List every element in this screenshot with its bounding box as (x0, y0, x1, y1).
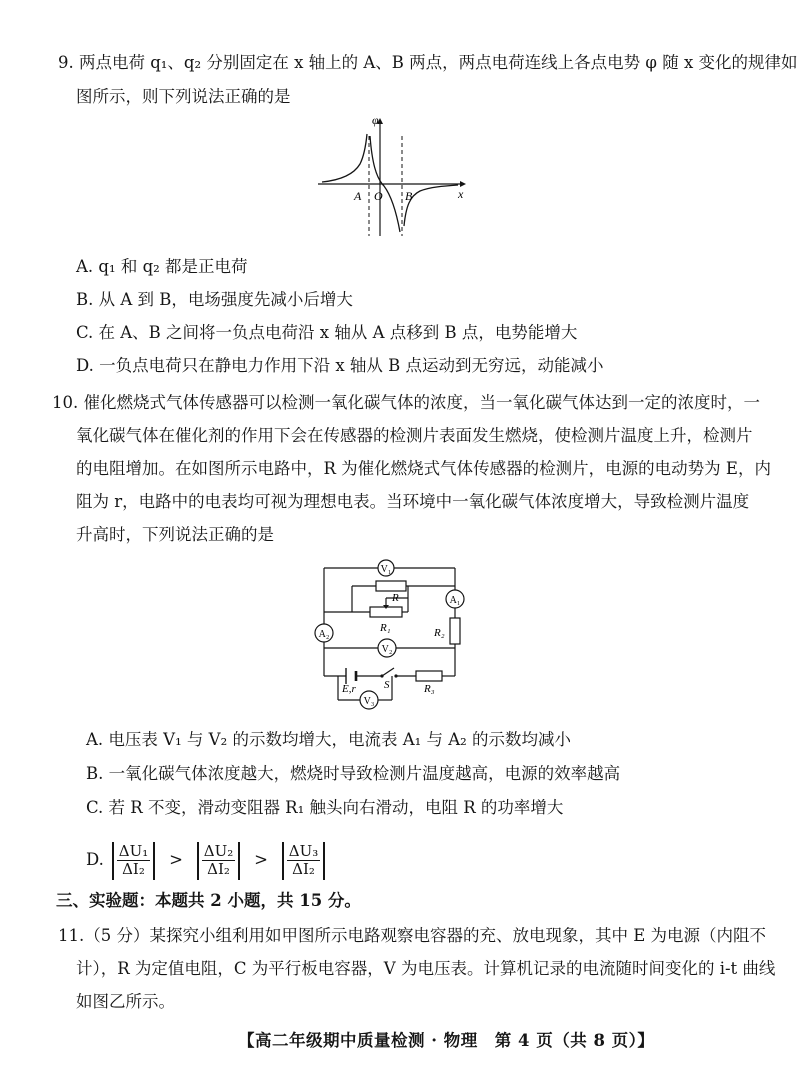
ratio-3-numerator: ΔU₃ (288, 842, 319, 860)
v1-label: V₁ (380, 564, 392, 575)
origin-label: O (374, 189, 383, 203)
q9-option-c: C. 在 A、B 之间将一负点电荷沿 x 轴从 A 点移到 B 点，电势能增大 (76, 323, 578, 342)
q10-stem-line-1: 10. 催化燃烧式气体传感器可以检测一氧化碳气体的浓度，当一氧化碳气体达到一定的浓度时，一 (52, 393, 760, 412)
ratio-u2-i2 (194, 842, 243, 880)
q11-stem-line-2: 计），R 为定值电阻，C 为平行板电容器，V 为电压表。计算机记录的电流随时间变化的 i-t 曲线 (76, 959, 776, 978)
ratio-u1-i2 (109, 842, 158, 880)
q9-stem-line-2: 图所示，则下列说法正确的是 (76, 87, 291, 106)
curve-left (322, 134, 367, 182)
q10-stem-line-3: 的电阻增加。在如图所示电路中，R 为催化燃烧式气体传感器的检测片，电源的电动势为 E，内 (76, 459, 771, 478)
q10-option-b: B. 一氧化碳气体浓度越大，燃烧时导致检测片温度越高，电源的效率越高 (86, 764, 621, 783)
a1-label: A₁ (449, 595, 461, 606)
r1-label: R₁ (380, 622, 391, 634)
option-d-prefix: D. (86, 850, 104, 869)
q10-option-c: C. 若 R 不变，滑动变阻器 R₁ 触头向右滑动，电阻 R 的功率增大 (86, 798, 564, 817)
v2-label: V₂ (381, 644, 393, 655)
greater-than-1: > (169, 850, 183, 869)
ratio-2-numerator: ΔU₂ (203, 842, 234, 860)
y-axis-label: φ (372, 114, 379, 127)
q9-option-a: A. q₁ 和 q₂ 都是正电荷 (76, 257, 248, 276)
ratio-1-numerator: ΔU₁ (118, 842, 149, 860)
q10-stem-line-2: 氧化碳气体在催化剂的作用下会在传感器的检测片表面发生燃烧，使检测片温度上升，检测片 (76, 426, 753, 445)
q10-option-d (86, 840, 328, 880)
resistor-r (376, 581, 406, 591)
x-axis-label: x (458, 187, 464, 201)
ratio-1-denominator: ΔI₂ (122, 860, 145, 878)
q9-stem-line-1: 9. 两点电荷 q₁、q₂ 分别固定在 x 轴上的 A、B 两点，两点电荷连线上各点电势 φ 随 x 变化的规律如 (58, 53, 798, 72)
q10-stem-line-5: 升高时，下列说法正确的是 (76, 525, 274, 544)
q9-option-d: D. 一负点电荷只在静电力作用下沿 x 轴从 B 点运动到无穷远，动能减小 (76, 356, 604, 375)
q10-option-a: A. 电压表 V₁ 与 V₂ 的示数均增大，电流表 A₁ 与 A₂ 的示数均减小 (86, 730, 571, 749)
r3-label: R₃ (424, 683, 435, 695)
a2-label: A₂ (318, 629, 330, 640)
ratio-2-denominator: ΔI₂ (207, 860, 230, 878)
switch-label: S (384, 679, 390, 691)
resistor-r3 (416, 671, 442, 681)
switch-contact (394, 674, 397, 677)
q11-stem-line-3: 如图乙所示。 (76, 992, 175, 1011)
q10-stem-line-4: 阻为 r，电路中的电表均可视为理想电表。当环境中一氧化碳气体浓度增大，导致检测片温度 (76, 492, 750, 511)
q9-option-b: B. 从 A 到 B，电场强度先减小后增大 (76, 290, 353, 309)
ratio-3-denominator: ΔI₂ (292, 860, 315, 878)
switch-pivot (380, 674, 383, 677)
q11-stem-line-1: 11.（5 分）某探究小组利用如甲图所示电路观察电容器的充、放电现象，其中 E 为电源（内阻不 (58, 926, 767, 945)
r2-label: R₂ (434, 627, 445, 639)
point-a-label: A (354, 189, 362, 203)
ratio-u3-i2 (279, 842, 328, 880)
potential-graph (312, 114, 472, 240)
v3-label: V₃ (363, 696, 375, 707)
greater-than-2: > (254, 850, 268, 869)
circuit-diagram (312, 552, 472, 714)
section-3-heading: 三、实验题：本题共 2 小题，共 15 分。 (56, 891, 361, 910)
point-b-label: B (405, 189, 413, 203)
battery-label: E,r (342, 683, 356, 695)
resistor-r2 (450, 618, 460, 644)
r-label: R (392, 592, 399, 604)
page-footer: 【高二年级期中质量检测 · 物理 第 4 页（共 8 页）】 (238, 1031, 655, 1050)
